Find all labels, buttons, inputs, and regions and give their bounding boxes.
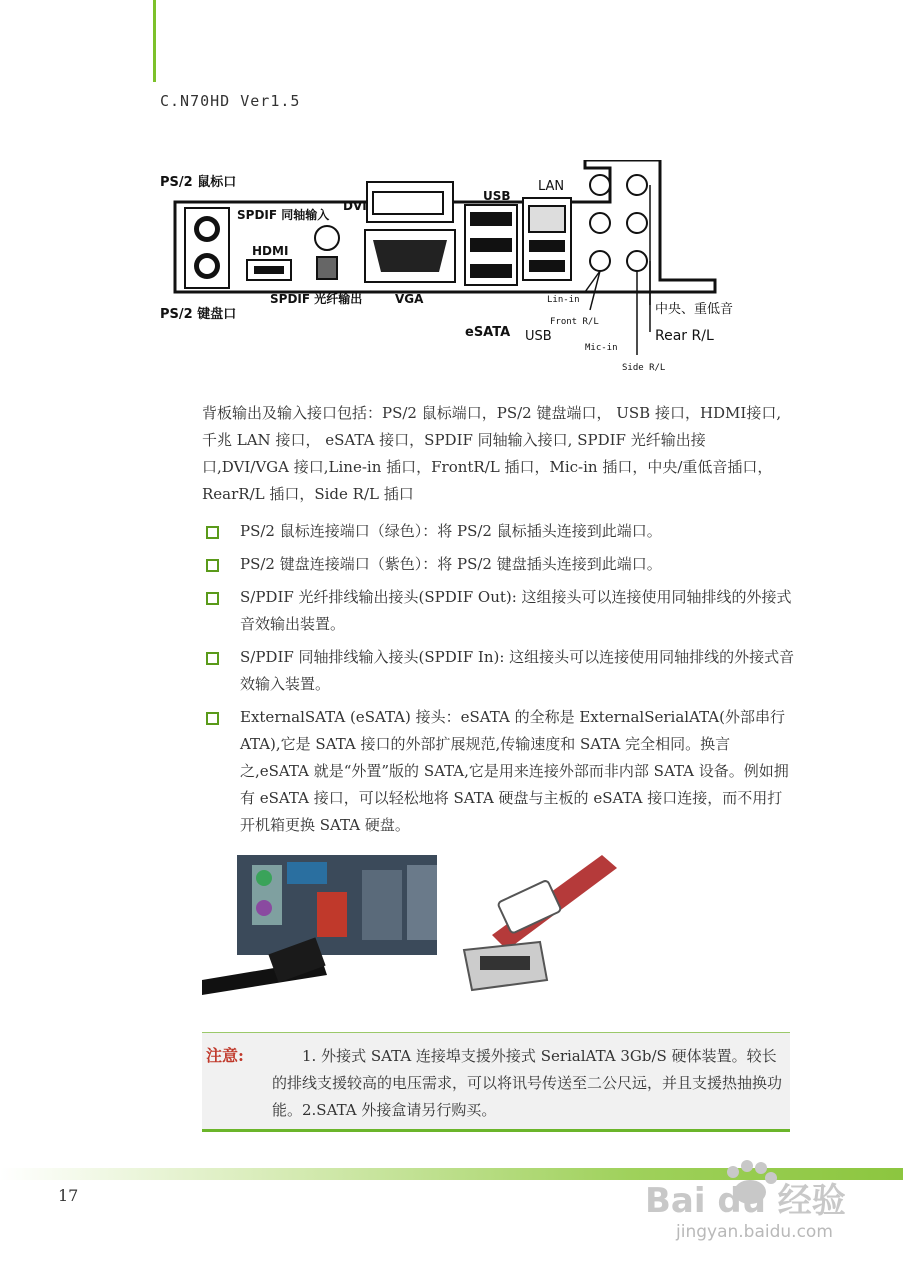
side-accent-rule [153,0,156,82]
esata-photos [202,850,632,1000]
list-item: ExternalSATA (eSATA) 接头：eSATA 的全称是 ExternalSerialATA(外部串行 ATA),它是 SATA 接口的外部扩展规范,传输速度和 SATA 完全相同。换言之,eSATA 就是“外置”版的 SATA,它是用来连接外部而非内部 SATA 设备。例如拥有 eSATA 接口，可以轻松地将 SATA 硬盘与主板的 eSATA 接口连接，而不用打开机箱更换 SATA 硬盘。 [202,704,797,839]
dvi-label: DVI [343,199,367,213]
watermark-url: jingyan.baidu.com [676,1222,833,1242]
list-item: S/PDIF 光纤排线输出接头(SPDIF Out): 这组接头可以连接使用同轴排线的外接式音效输出装置。 [202,584,797,638]
rear-io-panel-diagram [155,160,775,390]
intro-paragraph: 背板输出及输入接口包括：PS/2 鼠标端口，PS/2 键盘端口， USB 接口，HDMI接口, 千兆 LAN 接口， eSATA 接口，SPDIF 同轴输入接口, SPDIF 光纤输出接口,DVI/VGA 接口,Line-in 插口，FrontR/L 插口，Mic-in 插口，中央/重低音插口，RearR/L 插口，Side R/L 插口 [202,404,782,503]
checkbox-bullet-icon [206,526,219,539]
checkbox-bullet-icon [206,652,219,665]
rear-label: Rear R/L [655,328,714,344]
side-label: Side R/L [622,363,666,373]
usb-top-label: USB [483,189,511,203]
list-item: S/PDIF 同轴排线输入接头(SPDIF In): 这组接头可以连接使用同轴排线的外接式音效输入装置。 [202,644,797,698]
usb-bottom-label: USB [525,329,552,344]
ps2-mouse-label: PS/2 鼠标口 [160,175,237,190]
list-item: PS/2 鼠标连接端口（绿色）：将 PS/2 鼠标插头连接到此端口。 [202,518,797,545]
spdif-coax-label: SPDIF 同轴输入 [237,208,330,222]
list-item: PS/2 键盘连接端口（紫色）：将 PS/2 键盘插头连接到此端口。 [202,551,797,578]
lan-label: LAN [538,179,565,194]
feature-list [202,518,797,845]
ps2-keyboard-label: PS/2 键盘口 [160,307,237,322]
hdmi-label: HDMI [252,244,289,258]
esata-label: eSATA [465,325,511,340]
model-version: C.N70HD Ver1.5 [160,92,301,110]
page-number: 17 [58,1186,79,1205]
checkbox-bullet-icon [206,712,219,725]
mic-in-label: Mic-in [585,343,618,353]
watermark-brand: Bai du 经验 [645,1181,846,1221]
esata-port-photo [202,850,437,1000]
front-label: Front R/L [550,317,599,327]
esata-connector-photo [464,855,617,990]
checkbox-bullet-icon [206,559,219,572]
note-box [202,1032,790,1132]
vga-label: VGA [395,292,424,306]
line-in-label: Lin-in [547,295,580,305]
center-sub-label: 中央、重低音 [655,302,734,317]
spdif-optical-label: SPDIF 光纤输出 [270,292,363,306]
note-label: 注意: [206,1046,244,1065]
note-text: 1. 外接式 SATA 连接埠支援外接式 SerialATA 3Gb/S 硬体装置。较长的排线支援较高的电压需求，可以将讯号传送至二公尺远，并且支援热抽换功能。2.SATA 外接盒请另行购买。 [272,1047,783,1119]
checkbox-bullet-icon [206,592,219,605]
